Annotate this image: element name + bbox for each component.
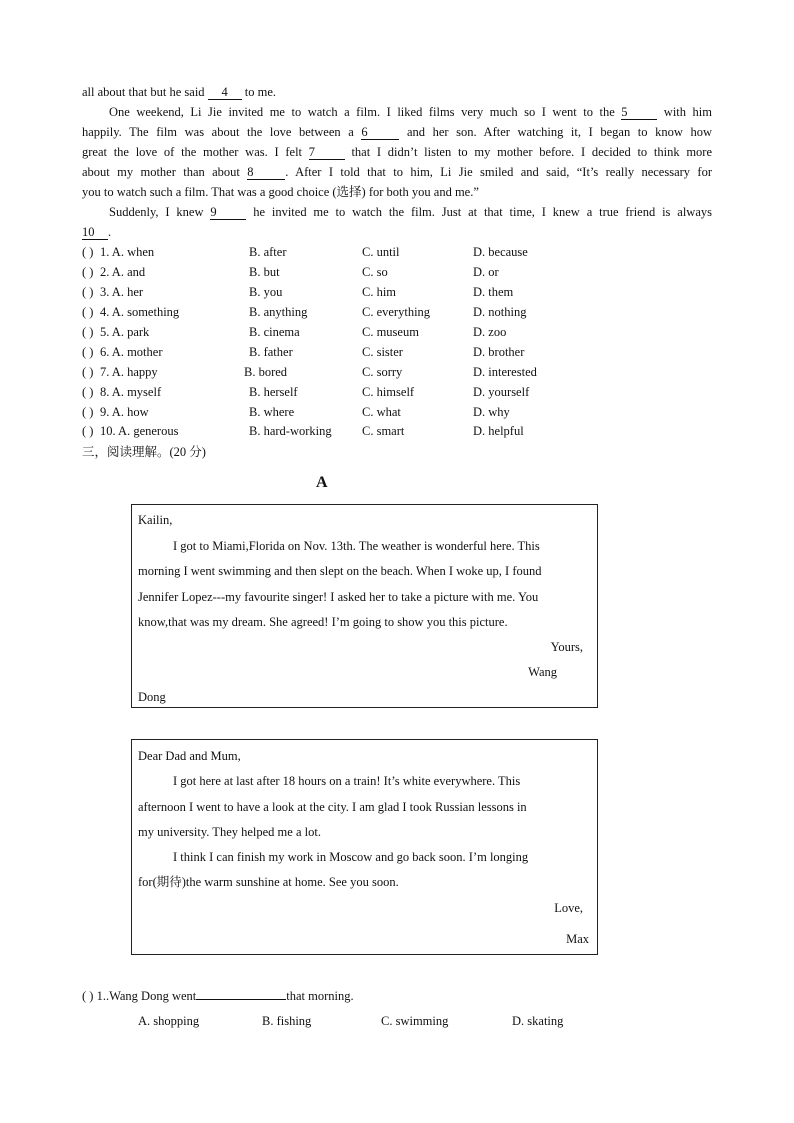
option-b: B. fishing [262, 1014, 312, 1028]
cloze-line [82, 162, 712, 182]
passage-text: and her son. After watching it, I began to know how [399, 125, 712, 139]
answer-paren[interactable]: ( ) [82, 325, 94, 339]
option-b: B. you [249, 285, 283, 299]
question-stem: 1..Wang Dong went [96, 989, 197, 1003]
option-c: C. swimming [381, 1014, 449, 1028]
answer-paren[interactable]: ( ) [82, 424, 94, 438]
option-c: C. smart [362, 424, 405, 438]
passage-text: you to watch such a film. That was a good choice (选择) for both you and me.” [82, 185, 479, 199]
letter-line: Jennifer Lopez---my favourite singer! I asked her to take a picture with me. You [138, 590, 539, 604]
answer-paren[interactable]: ( ) [82, 345, 94, 359]
option-d: D. skating [512, 1014, 564, 1028]
passage-text: . [108, 225, 112, 239]
reading-question-1 [82, 986, 354, 1006]
option-a: 5. A. park [100, 325, 150, 339]
cloze-line [82, 202, 712, 222]
blank-8: 8 [247, 165, 285, 180]
letter-box-2 [131, 739, 598, 955]
option-d: D. nothing [473, 305, 527, 319]
option-a: 2. A. and [100, 265, 146, 279]
letter-greeting: Dear Dad and Mum, [138, 749, 241, 763]
section-heading: 三，阅读理解。(20 分) [82, 445, 206, 459]
answer-paren[interactable]: ( ) [82, 265, 94, 279]
passage-text: with him [657, 105, 712, 119]
option-a: 4. A. something [100, 305, 180, 319]
option-a: 9. A. how [100, 405, 149, 419]
option-c: C. himself [362, 385, 415, 399]
option-b: B. herself [249, 385, 298, 399]
option-b: B. father [249, 345, 293, 359]
question-stem: that morning. [286, 989, 354, 1003]
option-c: C. him [362, 285, 397, 299]
letter-line: I got to Miami,Florida on Nov. 13th. The weather is wonderful here. This [173, 539, 540, 553]
blank-5: 5 [621, 105, 657, 120]
option-b: B. hard-working [249, 424, 332, 438]
option-b: B. bored [244, 365, 288, 379]
blank-9: 9 [210, 205, 246, 220]
option-c: C. everything [362, 305, 431, 319]
option-b: B. after [249, 245, 287, 259]
letter-signature: Max [566, 932, 589, 946]
option-c: C. until [362, 245, 400, 259]
passage-text: Suddenly, I knew [109, 205, 211, 219]
passage-text: he invited me to watch the film. Just at that time, I knew a true friend is always [246, 205, 712, 219]
letter-closing: Love, [554, 901, 583, 915]
answer-paren[interactable]: ( ) [82, 305, 94, 319]
passage-text: to me. [241, 85, 277, 99]
cloze-line [82, 102, 712, 122]
letter-line: morning I went swimming and then slept on the beach. When I woke up, I found [138, 564, 542, 578]
cloze-line [82, 82, 712, 102]
cloze-line [82, 182, 712, 202]
option-b: B. where [249, 405, 295, 419]
passage-text: happily. The film was about the love between a [82, 125, 362, 139]
option-a: 3. A. her [100, 285, 144, 299]
letter-signature: Dong [138, 690, 166, 704]
passage-text: One weekend, Li Jie invited me to watch a film. I liked films very much so I went to the [109, 105, 622, 119]
letter-line: I got here at last after 18 hours on a train! It’s white everywhere. This [173, 774, 521, 788]
answer-paren[interactable]: ( ) [82, 285, 94, 299]
passage-label: A [316, 474, 328, 491]
passage-text: great the love of the mother was. I felt [82, 145, 309, 159]
cloze-line [82, 222, 712, 242]
passage-text: that I didn’t listen to my mother before. I decided to think more [344, 145, 712, 159]
letter-line: for(期待)the warm sunshine at home. See you soon. [138, 875, 399, 889]
option-c: C. what [362, 405, 401, 419]
option-c: C. sorry [362, 365, 403, 379]
letter-line: know,that was my dream. She agreed! I’m going to show you this picture. [138, 615, 508, 629]
option-c: C. museum [362, 325, 419, 339]
option-c: C. sister [362, 345, 403, 359]
blank-10: 10 [82, 225, 108, 240]
blank-6: 6 [361, 125, 399, 140]
answer-paren[interactable]: ( ) [82, 245, 94, 259]
option-d: D. helpful [473, 424, 524, 438]
option-a: 6. A. mother [100, 345, 163, 359]
option-d: D. zoo [473, 325, 507, 339]
option-d: D. because [473, 245, 528, 259]
letter-line: I think I can finish my work in Moscow and go back soon. I’m longing [173, 850, 529, 864]
blank-7: 7 [309, 145, 345, 160]
letter-box-1 [131, 504, 598, 708]
option-b: B. but [249, 265, 280, 279]
passage-text: all about that but he said [82, 85, 208, 99]
letter-line: afternoon I went to have a look at the city. I am glad I took Russian lessons in [138, 800, 527, 814]
option-a: 8. A. myself [100, 385, 162, 399]
option-a: 1. A. when [100, 245, 155, 259]
letter-greeting: Kailin, [138, 513, 173, 527]
letter-signature: Wang [528, 665, 557, 679]
answer-paren[interactable]: ( ) [82, 365, 94, 379]
letter-line: my university. They helped me a lot. [138, 825, 321, 839]
answer-blank[interactable] [196, 999, 286, 1000]
option-d: D. yourself [473, 385, 530, 399]
option-c: C. so [362, 265, 388, 279]
letter-closing: Yours, [550, 640, 583, 654]
answer-paren[interactable]: ( ) [82, 385, 94, 399]
option-b: B. anything [249, 305, 308, 319]
option-d: D. why [473, 405, 510, 419]
option-d: D. brother [473, 345, 525, 359]
option-d: D. them [473, 285, 514, 299]
option-a: A. shopping [138, 1014, 200, 1028]
option-a: 7. A. happy [100, 365, 158, 379]
cloze-line [82, 122, 712, 142]
option-b: B. cinema [249, 325, 300, 339]
passage-text: about my mother than about [82, 165, 248, 179]
option-d: D. or [473, 265, 499, 279]
option-a: 10. A. generous [100, 424, 179, 438]
blank-4: 4 [208, 85, 242, 100]
passage-text: . After I told that to him, Li Jie smiled and said, “It’s really necessary for [285, 165, 712, 179]
option-d: D. interested [473, 365, 537, 379]
reading-question-1-options [82, 1011, 682, 1031]
cloze-line [82, 142, 712, 162]
answer-paren[interactable]: ( ) [82, 405, 94, 419]
answer-paren[interactable]: ( ) [82, 989, 94, 1003]
